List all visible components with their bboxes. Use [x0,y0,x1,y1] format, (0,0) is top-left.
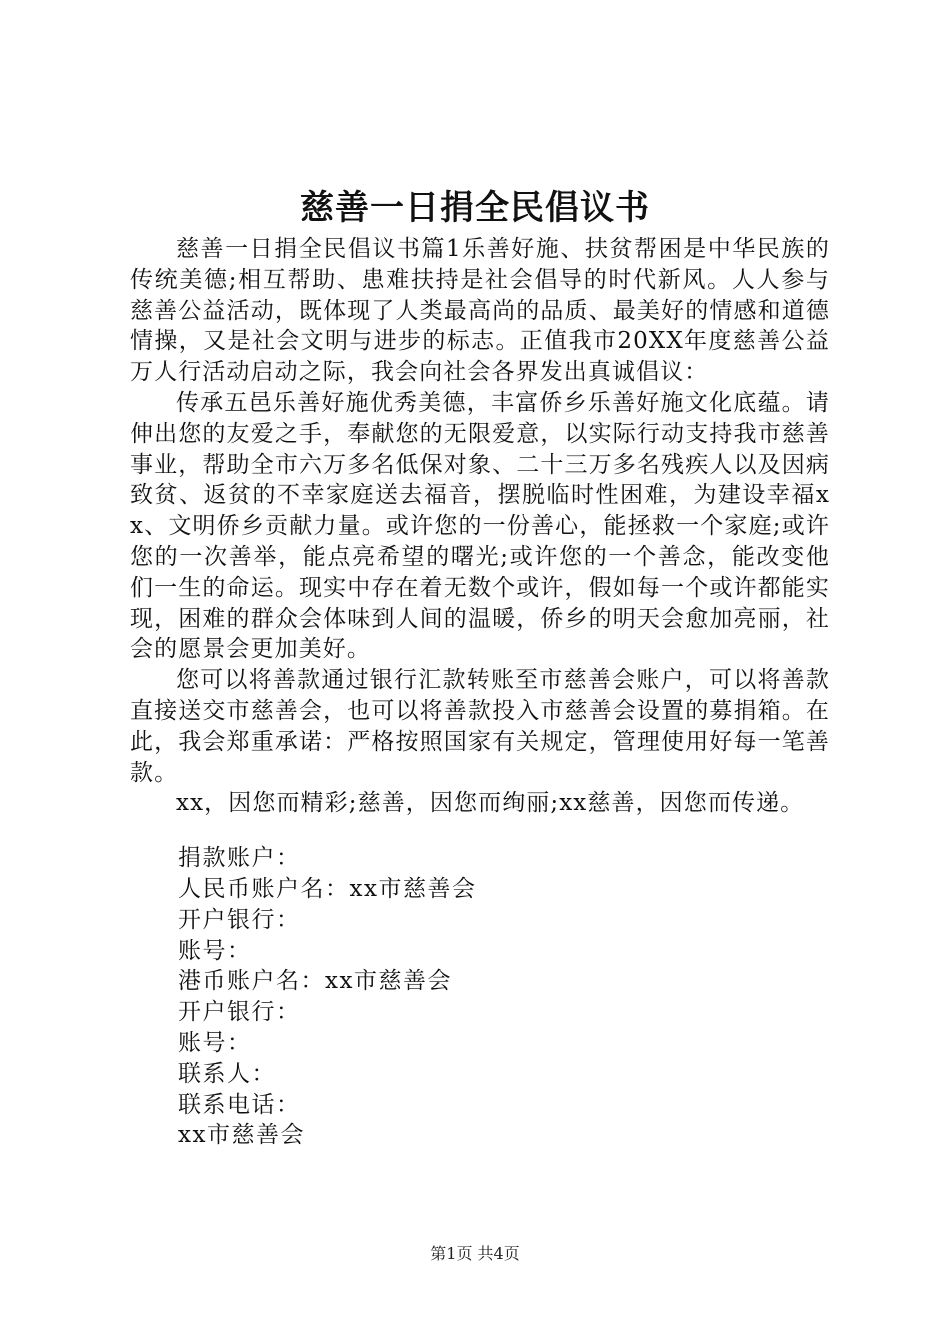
account-info-header: 捐款账户： [178,845,301,872]
paragraph-slogan: xx，因您而精彩;慈善，因您而绚丽;xx慈善，因您而传递。 [176,790,805,817]
hkd-bank: 开户银行： [178,999,301,1026]
spacer [130,819,830,843]
hkd-account-number: 账号： [178,1029,252,1056]
paragraph-intro: 慈善一日捐全民倡议书篇1乐善好施、扶贫帮困是中华民族的传统美德;相互帮助、患难扶持是社会倡导的时代新风。人人参与慈善公益活动，既体现了人类最高尚的品质、最美好的情感和道德情操，又是社会文明与进步的标志。正值我市20XX年度慈善公益万人行活动启动之际，我会向社会各界发出真诚倡议： [130,236,830,386]
account-info-block [130,843,830,1151]
document-body [130,234,830,1151]
rmb-account-name: 人民币账户名：xx市慈善会 [178,875,477,902]
page-footer: 第1页 共4页 [430,1244,520,1263]
contact-phone: 联系电话： [178,1091,301,1118]
rmb-account-number: 账号： [178,937,252,964]
paragraph-appeal: 传承五邑乐善好施优秀美德，丰富侨乡乐善好施文化底蕴。请伸出您的友爱之手，奉献您的无限爱意，以实际行动支持我市慈善事业，帮助全市六万多名低保对象、二十三万多名残疾人以及因病致贫、返贫的不幸家庭送去福音，摆脱临时性困难，为建设幸福xx、文明侨乡贡献力量。或许您的一份善心，能拯救一个家庭;或许您的一次善举，能点亮希望的曙光;或许您的一个善念，能改变他们一生的命运。现实中存在着无数个或许，假如每一个或许都能实现，困难的群众会体味到人间的温暖，侨乡的明天会愈加亮丽，社会的愿景会更加美好。 [130,389,830,663]
organization-signature: xx市慈善会 [178,1122,305,1149]
rmb-bank: 开户银行： [178,906,301,933]
document-title: 慈善一日捐全民倡议书 [300,188,650,228]
hkd-account-name: 港币账户名：xx市慈善会 [178,968,452,995]
paragraph-donation-methods: 您可以将善款通过银行汇款转账至市慈善会账户，可以将善款直接送交市慈善会，也可以将善款投入市慈善会设置的募捐箱。在此，我会郑重承诺：严格按照国家有关规定，管理使用好每一笔善款。 [130,667,830,786]
contact-person: 联系人： [178,1060,276,1087]
